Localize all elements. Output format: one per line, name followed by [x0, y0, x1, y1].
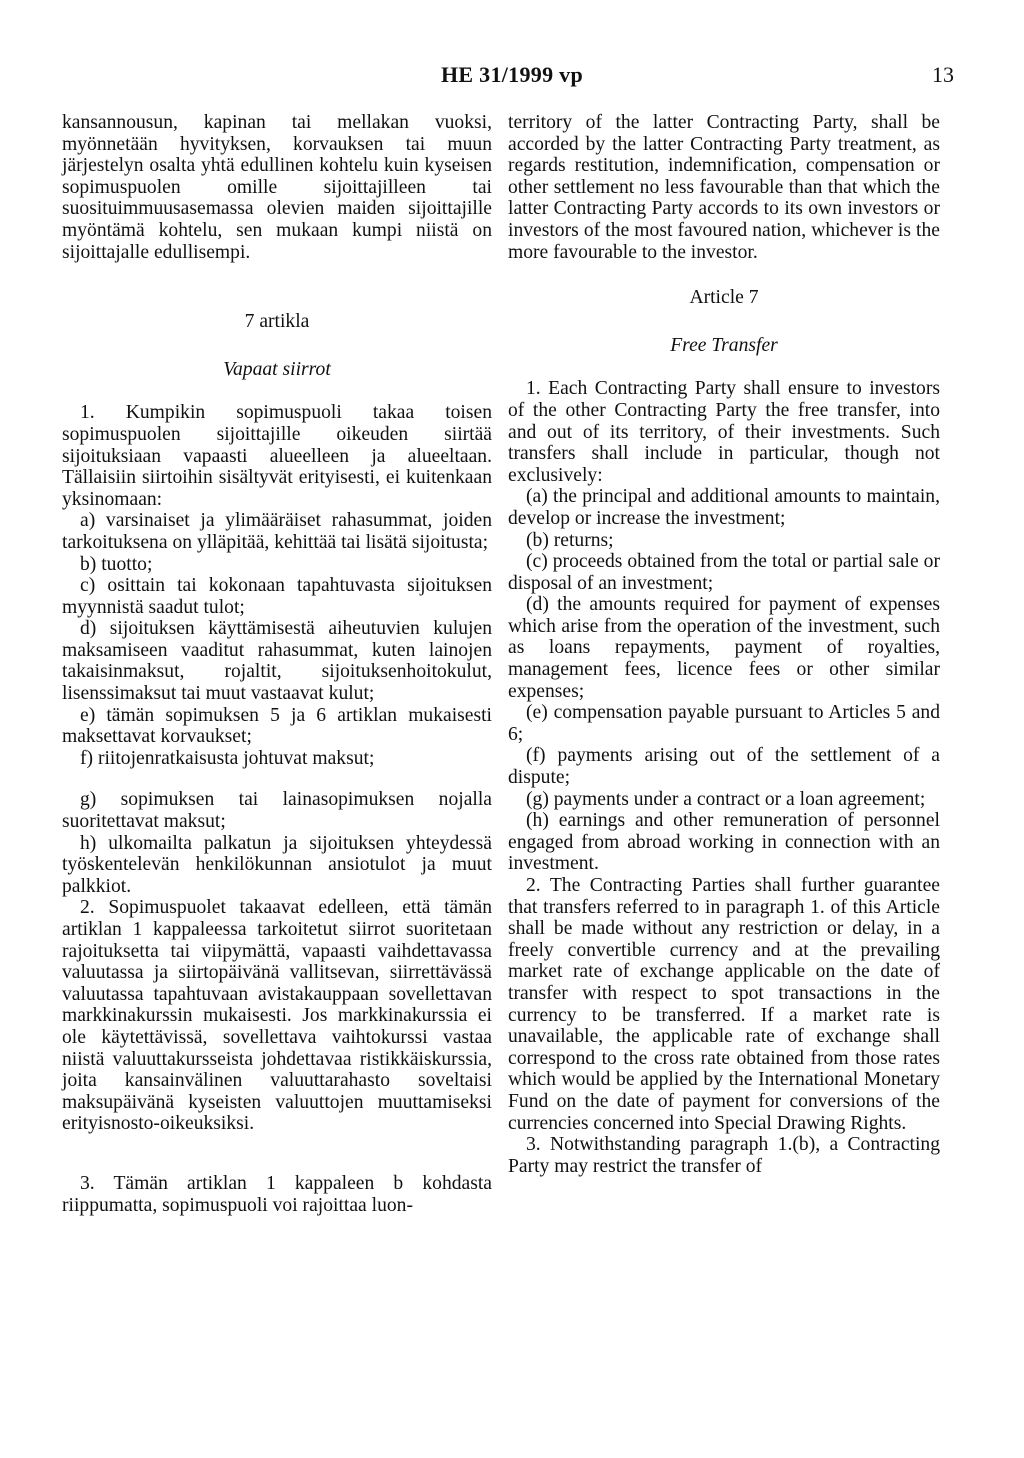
paragraph-3: 3. Notwithstanding paragraph 1.(b), a Contracting Party may restrict the transfer of — [508, 1134, 940, 1177]
list-item: (e) compensation payable pursuant to Articles 5 and 6; — [508, 702, 940, 745]
list-item: e) tämän sopimuksen 5 ja 6 artiklan mukaisesti maksettavat korvaukset; — [62, 704, 492, 748]
document-identifier: HE 31/1999 vp — [440, 62, 584, 87]
list-item: h) ulkomailta palkatun ja sijoituksen yhteydessä työskentelevän henkilökunnan ansiotulot ja muut palkkiot. — [62, 832, 492, 897]
list-item: (f) payments arising out of the settlement of a dispute; — [508, 745, 940, 789]
finnish-column — [62, 112, 492, 1216]
list-item: (h) earnings and other remuneration of personnel engaged from abroad working in connection with an investment. — [508, 810, 940, 875]
article-heading: 7 artikla — [244, 311, 310, 333]
list-item: f) riitojenratkaisusta johtuvat maksut; — [80, 747, 375, 769]
paragraph-3: 3. Tämän artiklan 1 kappaleen b kohdasta riippumatta, sopimuspuoli voi rajoittaa luon- — [62, 1172, 492, 1216]
list-item: (c) proceeds obtained from the total or partial sale or disposal of an investment; — [508, 551, 940, 594]
list-item: (a) the principal and additional amounts to maintain, develop or increase the investment; — [508, 486, 940, 529]
paragraph-1: 1. Each Contracting Party shall ensure to investors of the other Contracting Party the free transfer, into and out of its territory, of their investments. Such transfers shall include in particular, though not exclusively: — [508, 378, 940, 486]
list-item: a) varsinaiset ja ylimääräiset rahasummat, joiden tarkoituksena on ylläpitää, kehittää tai lisätä sijoitusta; — [62, 510, 492, 553]
paragraph-2: 2. The Contracting Parties shall further guarantee that transfers referred to in paragraph 1. of this Article shall be made without any restriction or delay, in a freely convertible currency and at the prevailing market rate of exchange applicable on the date of transfer with respect to spot transactions in the currency to be transferred. If a market rate is unavailable, the applicable rate of exchange shall correspond to the cross rate obtained from those rates which would be applied by the International Monetary Fund on the date of payment for conversions of the currencies concerned into Special Drawing Rights. — [508, 875, 940, 1134]
list-item: g) sopimuksen tai lainasopimuksen nojalla suoritettavat maksut; — [62, 789, 492, 833]
paragraph-2: 2. Sopimuspuolet takaavat edelleen, että tämän artiklan 1 kappaleessa tarkoitetut siirrot suoritetaan rajoituksetta tai viipymättä, vapaasti vaihdettavassa valuutassa ja siirtopäivänä vallitsevan, siirrettävässä valuutassa tapahtuvaan avistakauppaan sovellettavan markkinakurssin mukaisesti. Jos markkinakurssia ei ole käytettävissä, sovellettava vaihtokurssi vastaa niistä valuuttakursseista johdettavaa ristikkäiskurssia, joita kansainvälinen valuuttarahasto soveltaisi maksupäivänä kyseisten valuuttojen muuttamiseksi erityisnosto-oikeuksiksi. — [62, 897, 492, 1135]
list-item: d) sijoituksen käyttämisestä aiheutuvien kulujen maksamiseen vaaditut rahasummat, kuten lainojen takaisinmaksut, rojaltit, sijoituksenhoitokulut, lisenssimaksut tai muut vastaavat kulut; — [62, 618, 492, 705]
page-number: 13 — [932, 62, 954, 87]
intro-paragraph: kansannousun, kapinan tai mellakan vuoksi, myönnetään hyvityksen, korvauksen tai muun järjestelyn osalta yhtä edullinen kohtelu kuin kyseisen sopimuspuolen omille sijoittajilleen tai suosituimmuusasemassa olevien maiden sijoittajille myöntämä kohtelu, sen mukaan kumpi niistä on sijoittajalle edullisempi. — [62, 112, 492, 263]
list-item: (g) payments under a contract or a loan agreement; — [526, 788, 926, 810]
article-title: Free Transfer — [670, 334, 778, 356]
list-item: (d) the amounts required for payment of expenses which arise from the operation of the investment, such as loans repayments, payment of royalties, management fees, licence fees or other similar expenses; — [508, 594, 940, 702]
list-item: c) osittain tai kokonaan tapahtuvasta sijoituksen myynnistä saadut tulot; — [62, 575, 492, 618]
intro-paragraph: territory of the latter Contracting Party, shall be accorded by the latter Contracting Party treatment, as regards restitution, indemnification, compensation or other settlement no less favourable than that which the latter Contracting Party accords to its own investors or investors of the most favoured nation, whichever is the more favourable to the investor. — [508, 112, 940, 263]
page-header — [0, 58, 1024, 92]
list-item: (b) returns; — [526, 529, 614, 551]
article-heading: Article 7 — [689, 287, 759, 309]
paragraph-1: 1. Kumpikin sopimuspuoli takaa toisen sopimuspuolen sijoittajille oikeuden siirtää sijoituksiaan vapaasti alueelleen ja alueeltaan. Tällaisiin siirtoihin sisältyvät erityisesti, ei kuitenkaan yksinomaan: — [62, 402, 492, 510]
list-item: b) tuotto; — [80, 553, 153, 575]
english-column — [508, 112, 940, 1177]
article-title: Vapaat siirrot — [223, 358, 331, 380]
